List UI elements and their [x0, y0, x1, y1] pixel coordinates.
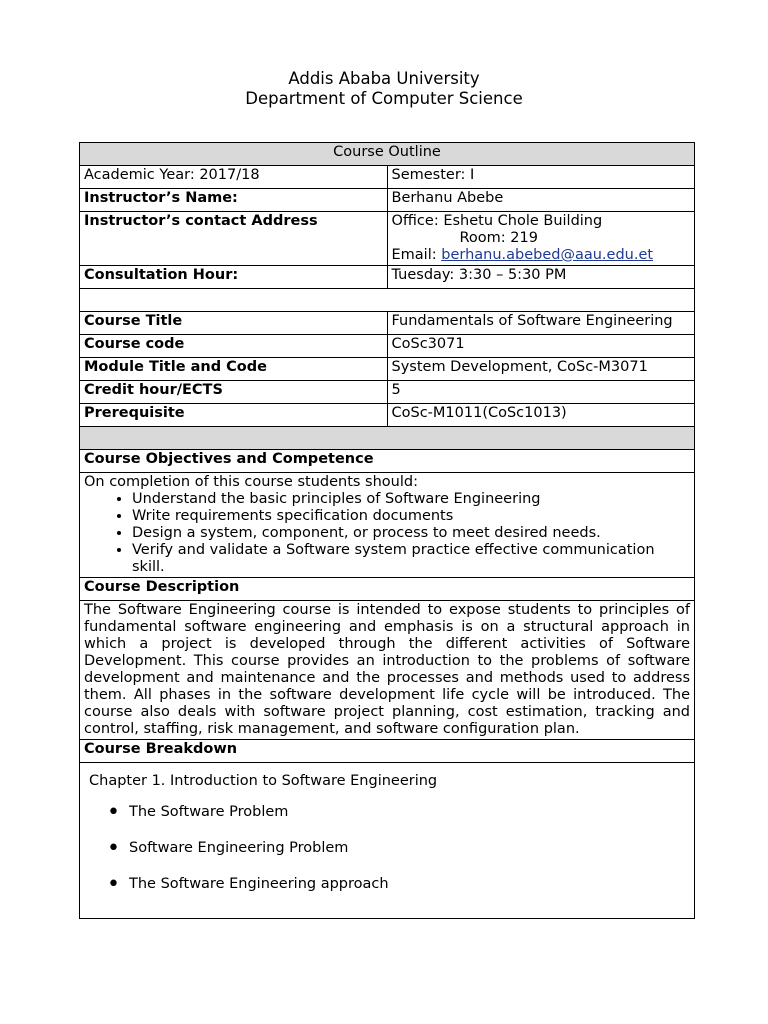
prerequisite-value: CoSc-M1011(CoSc1013) — [387, 404, 695, 427]
objective-item: • Write requirements specification documents — [132, 508, 690, 525]
prerequisite-label: Prerequisite — [80, 404, 388, 427]
gray-spacer-row — [80, 427, 695, 450]
bullet-icon: • — [107, 800, 120, 825]
office-address: Office: Eshetu Chole Building — [391, 213, 603, 229]
credit-value: 5 — [387, 381, 695, 404]
consultation-label: Consultation Hour: — [80, 266, 388, 289]
semester: Semester: I — [387, 166, 695, 189]
course-outline-table — [79, 142, 695, 919]
chapter-topic: The Software Problem — [129, 804, 289, 820]
academic-year: Academic Year: 2017/18 — [80, 166, 388, 189]
email-link[interactable]: berhanu.abebed@aau.edu.et — [441, 247, 654, 263]
list-item — [85, 872, 690, 908]
course-title-label: Course Title — [80, 312, 388, 335]
consultation-value: Tuesday: 3:30 – 5:30 PM — [387, 266, 695, 289]
module-label: Module Title and Code — [80, 358, 388, 381]
bullet-icon: • — [107, 836, 120, 861]
objective-item: • Design a system, component, or process to meet desired needs. — [132, 525, 690, 542]
objectives-cell — [80, 473, 695, 578]
chapter-topic: The Software Engineering approach — [129, 876, 389, 892]
contact-value — [387, 212, 695, 266]
chapter-1-title: Chapter 1. Introduction to Software Engineering — [89, 773, 438, 789]
list-item — [85, 800, 690, 836]
description-heading: Course Description — [80, 578, 695, 601]
instructor-value: Berhanu Abebe — [387, 189, 695, 212]
objective-item: • Understand the basic principles of Software Engineering — [132, 491, 690, 508]
instructor-label: Instructor’s Name: — [80, 189, 388, 212]
course-code-label: Course code — [80, 335, 388, 358]
department-title: Department of Computer Science — [245, 89, 523, 108]
breakdown-cell — [80, 763, 695, 919]
breakdown-heading: Course Breakdown — [80, 740, 695, 763]
objectives-intro: On completion of this course students should: — [84, 474, 418, 490]
list-item — [85, 836, 690, 872]
bullet-icon: • — [107, 872, 120, 897]
credit-label: Credit hour/ECTS — [80, 381, 388, 404]
course-title-value: Fundamentals of Software Engineering — [387, 312, 695, 335]
objectives-heading: Course Objectives and Competence — [80, 450, 695, 473]
objective-item: • Verify and validate a Software system practice effective communication skill. — [132, 542, 690, 576]
description-text: The Software Engineering course is intended to expose students to principles of fundamental software engineering and emphasis is on a structural approach in which a project is developed through the different activities of Software Development. This course provides an introduction to the problems of software development and maintenance and the processes and methods used to address them. All phases in the software development life cycle will be introduced. The course also deals with software project planning, cost estimation, tracking and control, staffing, risk management, and software configuration plan. — [80, 601, 695, 740]
chapter-topic: Software Engineering Problem — [129, 840, 349, 856]
contact-label: Instructor’s contact Address — [80, 212, 388, 266]
course-outline-heading: Course Outline — [80, 143, 695, 166]
university-title: Addis Ababa University — [288, 69, 480, 88]
module-value: System Development, CoSc-M3071 — [387, 358, 695, 381]
spacer-row — [80, 289, 695, 312]
email-label: Email: — [391, 247, 442, 263]
room-number: Room: 219 — [459, 230, 538, 246]
course-code-value: CoSc3071 — [387, 335, 695, 358]
objectives-list — [84, 491, 690, 576]
